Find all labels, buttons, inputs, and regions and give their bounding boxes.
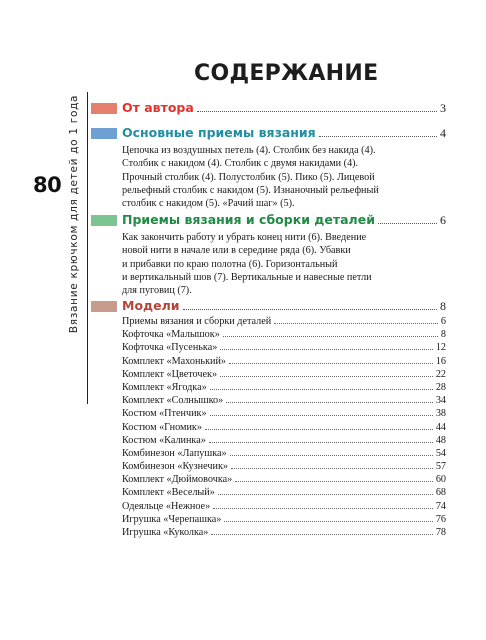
model-title: Комплект «Ягодка» bbox=[122, 381, 207, 393]
model-page: 57 bbox=[435, 461, 446, 473]
dot-leader bbox=[209, 442, 433, 443]
model-title: Игрушка «Черепашка» bbox=[122, 513, 222, 525]
section-title: От автора bbox=[122, 100, 194, 115]
model-entry[interactable] bbox=[122, 382, 446, 395]
model-page: 16 bbox=[435, 355, 446, 367]
model-title: Комплект «Веселый» bbox=[122, 487, 215, 499]
description-line: и прибавки по краю полотна (6). Горизонтальный bbox=[122, 258, 338, 270]
model-title: Игрушка «Куколка» bbox=[122, 527, 209, 538]
model-page: 68 bbox=[435, 487, 446, 499]
model-title: Комплект «Цветочек» bbox=[122, 368, 218, 380]
model-entry[interactable] bbox=[122, 527, 446, 540]
dot-leader bbox=[183, 309, 437, 310]
model-page: 54 bbox=[435, 447, 446, 459]
model-title: Комбинезон «Кузнечик» bbox=[122, 461, 229, 473]
model-entry[interactable] bbox=[122, 501, 446, 514]
model-page: 34 bbox=[435, 395, 446, 407]
toc-entry-models[interactable] bbox=[91, 298, 446, 314]
model-entry[interactable] bbox=[122, 356, 446, 369]
toc-entry-basic[interactable] bbox=[91, 125, 446, 141]
model-list bbox=[122, 316, 446, 540]
model-page: 8 bbox=[440, 329, 446, 341]
model-title: Костюм «Калинка» bbox=[122, 434, 206, 446]
model-title: Приемы вязания и сборки деталей bbox=[122, 316, 272, 327]
description-line: новой нити в начале или в середине ряда (6). Убавки bbox=[122, 245, 351, 257]
dot-leader bbox=[230, 455, 433, 456]
model-page: 74 bbox=[435, 500, 446, 512]
description-line: Цепочка из воздушных петель (4). Столбик без накида (4). bbox=[122, 145, 376, 156]
model-title: Комплект «Дюймовочка» bbox=[122, 474, 233, 486]
description-line: и вертикальный шов (7). Вертикальные и навесные петли bbox=[122, 271, 372, 283]
toc-section-assembly bbox=[91, 212, 446, 297]
toc-section-models bbox=[91, 298, 446, 540]
dot-leader bbox=[319, 136, 437, 137]
dot-leader bbox=[205, 429, 433, 430]
model-entry[interactable] bbox=[122, 514, 446, 527]
description-line: Прочный столбик (4). Полустолбик (5). Пико (5). Лицевой bbox=[122, 171, 375, 183]
dot-leader bbox=[218, 494, 433, 495]
model-title: Костюм «Птенчик» bbox=[122, 408, 207, 420]
model-entry[interactable] bbox=[122, 329, 446, 342]
model-page: 28 bbox=[435, 381, 446, 393]
model-entry[interactable] bbox=[122, 448, 446, 461]
model-page: 44 bbox=[435, 421, 446, 433]
dot-leader bbox=[211, 534, 432, 535]
dot-leader bbox=[210, 389, 433, 390]
model-entry[interactable] bbox=[122, 474, 446, 487]
model-page: 60 bbox=[435, 474, 446, 486]
model-title: Комплект «Махонький» bbox=[122, 355, 227, 367]
section-title: Приемы вязания и сборки деталей bbox=[122, 212, 375, 227]
section-page: 6 bbox=[440, 213, 446, 227]
toc-heading: СОДЕРЖАНИЕ bbox=[194, 61, 379, 86]
model-entry[interactable] bbox=[122, 487, 446, 500]
model-title: Комплект «Солнышко» bbox=[122, 395, 224, 407]
description-line: для пуговиц (7). bbox=[122, 285, 192, 297]
section-title: Основные приемы вязания bbox=[122, 125, 316, 140]
description-line: рельефный столбик с накидом (5). Изнаночный рельефный bbox=[122, 184, 379, 196]
description-line: Как закончить работу и убрать конец нити (6). Введение bbox=[122, 232, 367, 243]
section-page: 8 bbox=[440, 299, 446, 313]
dot-leader bbox=[223, 336, 438, 337]
model-entry[interactable] bbox=[122, 316, 446, 329]
section-page: 4 bbox=[440, 126, 446, 140]
section-color-bar bbox=[91, 128, 117, 139]
model-page: 6 bbox=[440, 316, 446, 327]
model-page: 12 bbox=[435, 342, 446, 354]
dot-leader bbox=[274, 323, 438, 324]
model-entry[interactable] bbox=[122, 342, 446, 355]
section-color-bar bbox=[91, 215, 117, 226]
dot-leader bbox=[210, 415, 433, 416]
section-color-bar bbox=[91, 301, 117, 312]
model-entry[interactable] bbox=[122, 461, 446, 474]
model-page: 78 bbox=[435, 527, 446, 538]
section-title: Модели bbox=[122, 298, 180, 313]
section-description bbox=[122, 144, 379, 210]
spine-divider bbox=[87, 92, 88, 404]
model-page: 48 bbox=[435, 434, 446, 446]
section-description bbox=[122, 231, 372, 297]
description-line: столбик с накидом (5). «Рачий шаг» (5). bbox=[122, 198, 295, 210]
model-page: 76 bbox=[435, 513, 446, 525]
toc-entry-author[interactable] bbox=[91, 100, 446, 116]
model-title: Кофточка «Пусенька» bbox=[122, 342, 218, 354]
dot-leader bbox=[226, 402, 433, 403]
spine-book-title: Вязание крючком для детей до 1 года bbox=[68, 94, 80, 334]
toc-section-basic bbox=[91, 125, 446, 210]
section-page: 3 bbox=[440, 101, 446, 115]
toc-entry-assembly[interactable] bbox=[91, 212, 446, 228]
model-page: 38 bbox=[435, 408, 446, 420]
dot-leader bbox=[229, 363, 433, 364]
dot-leader bbox=[213, 508, 433, 509]
model-entry[interactable] bbox=[122, 435, 446, 448]
model-entry[interactable] bbox=[122, 422, 446, 435]
page-number: 80 bbox=[33, 173, 62, 197]
dot-leader bbox=[220, 349, 432, 350]
description-line: Столбик с накидом (4). Столбик с двумя накидами (4). bbox=[122, 158, 359, 170]
model-entry[interactable] bbox=[122, 395, 446, 408]
dot-leader bbox=[197, 111, 437, 112]
dot-leader bbox=[235, 481, 433, 482]
model-title: Одеяльце «Нежное» bbox=[122, 500, 211, 512]
dot-leader bbox=[378, 223, 437, 224]
dot-leader bbox=[231, 468, 433, 469]
model-entry[interactable] bbox=[122, 369, 446, 382]
model-title: Комбинезон «Лапушка» bbox=[122, 447, 227, 459]
section-color-bar bbox=[91, 103, 117, 114]
model-page: 22 bbox=[435, 368, 446, 380]
dot-leader bbox=[220, 376, 433, 377]
model-title: Костюм «Гномик» bbox=[122, 421, 202, 433]
dot-leader bbox=[224, 521, 432, 522]
model-entry[interactable] bbox=[122, 408, 446, 421]
model-title: Кофточка «Малышок» bbox=[122, 329, 220, 341]
toc-section-author bbox=[91, 100, 446, 116]
